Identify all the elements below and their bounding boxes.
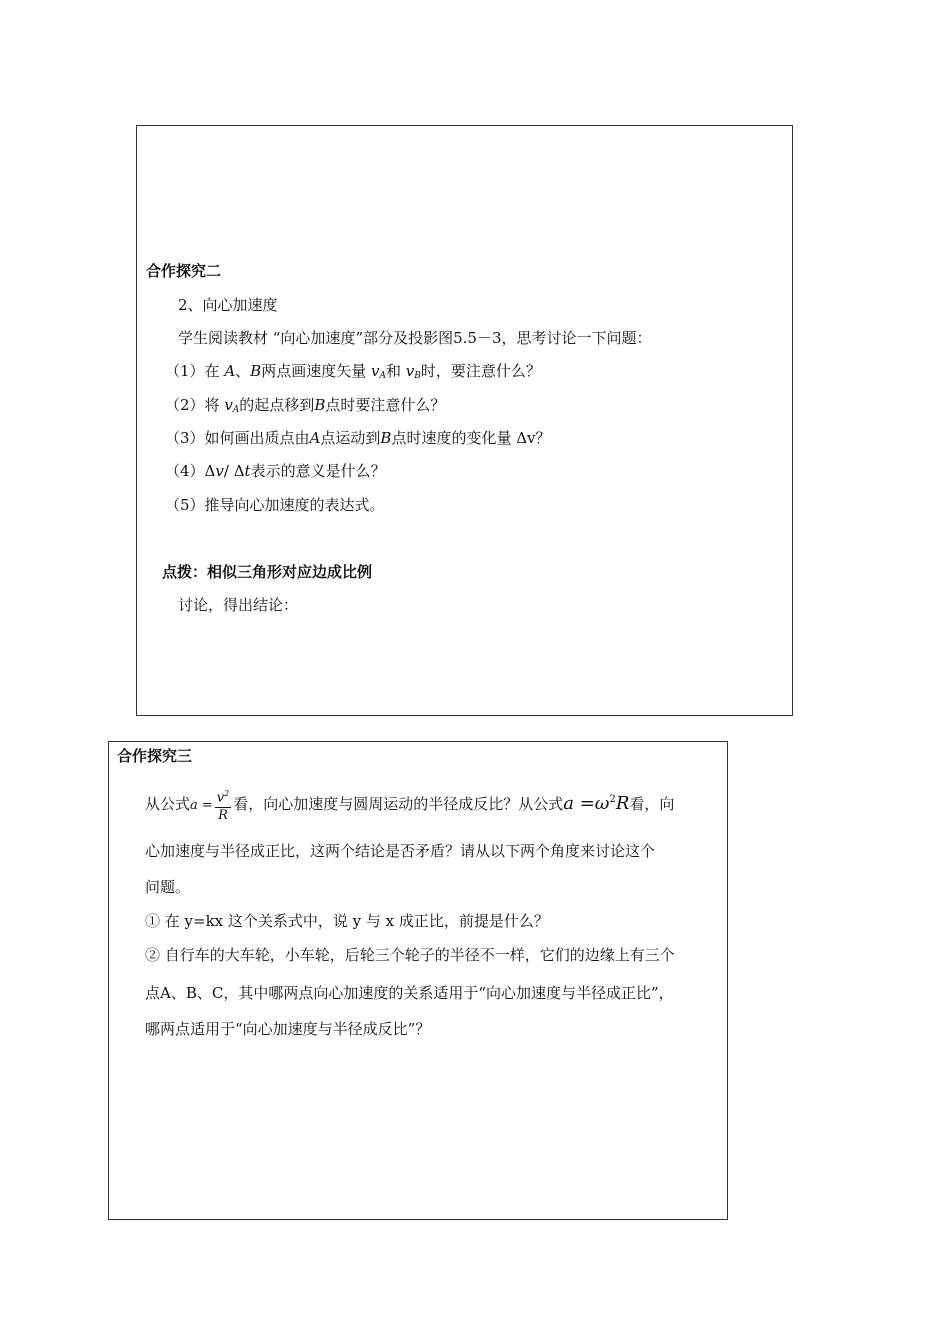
section-2-intro: 学生阅读教材 “向心加速度”部分及投影图5.5－3，思考讨论一下问题： [178,329,652,347]
question-1: （1）在 A、B两点画速度矢量 $v_A$和 $v_B$时，要注意什么？ [165,362,541,381]
section-2-box [136,125,793,716]
section-3-paragraph-line-2: 心加速度与半径成正比，这两个结论是否矛盾？请从以下两个角度来讨论这个 [145,842,656,860]
formula-1-fraction: $\frac{v^2}{R}$ [215,786,231,823]
section-3-paragraph-line-1: 从公式a = $\frac{v^2}{R}$ 看，向心加速度与圆周运动的半径成反比？从公式$a =\omega^2R$看，向 [145,780,674,826]
formula-2: $a =\omega^2R$ [563,793,630,814]
section-3-item-1: ① 在 y=kx 这个关系式中，说 y 与 x 成正比，前提是什么？ [145,912,549,930]
question-4: （4）Δv/ Δt表示的意义是什么？ [165,462,386,480]
question-2: （2）将 $v_A$的起点移到B点时要注意什么？ [165,396,446,415]
formula-1-lhs: a = [190,798,213,813]
section-3-item-2-line-2: 点A、B、C，其中哪两点向心加速度的关系适用于“向心加速度与半径成正比”， [145,984,674,1002]
hint-text: 点拨：相似三角形对应边成比例 [162,563,373,581]
question-5: （5）推导向心加速度的表达式。 [165,496,385,514]
discussion-prompt: 讨论，得出结论： [178,596,299,614]
section-3-item-2-line-1: ② 自行车的大车轮，小车轮，后轮三个轮子的半径不一样，它们的边缘上有三个 [145,946,675,964]
section-3-paragraph-line-3: 问题。 [145,878,191,896]
section-2-topic: 2、向心加速度 [178,296,278,314]
section-3-heading: 合作探究三 [117,747,193,765]
question-3: （3）如何画出质点由A点运动到B点时速度的变化量 Δv？ [165,429,551,447]
section-3-item-2-line-3: 哪两点适用于“向心加速度与半径成反比”？ [145,1020,431,1038]
section-2-heading: 合作探究二 [146,262,222,280]
